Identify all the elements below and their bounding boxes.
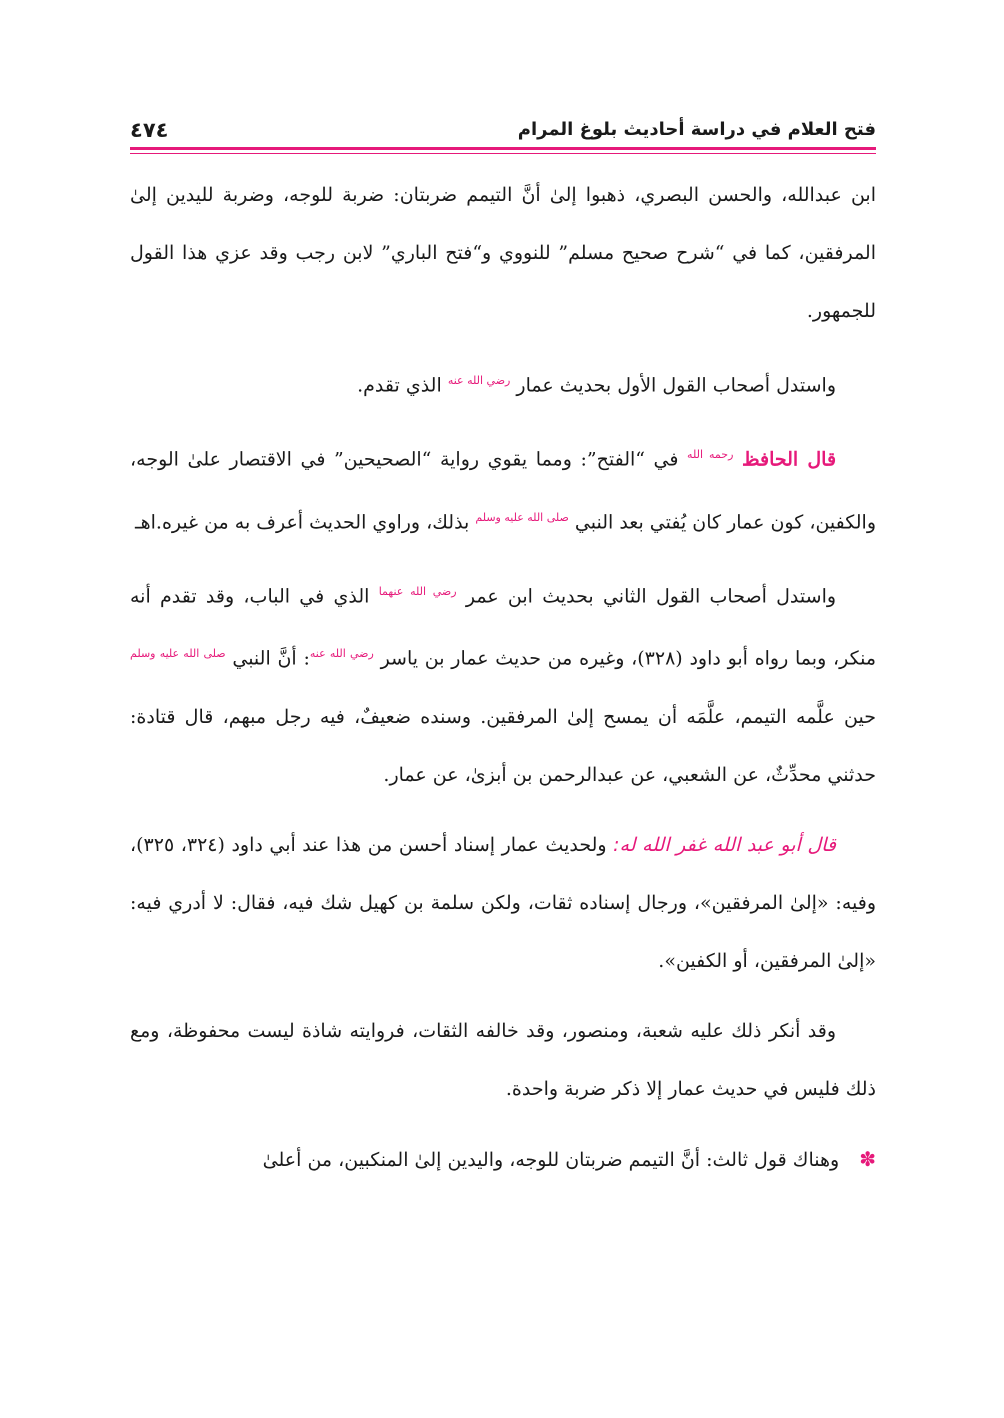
honorific-radiya-2: رضي الله عنهما: [378, 584, 457, 598]
flower-bullet-icon: ✽: [859, 1146, 876, 1171]
paragraph-3-lead: قال الحافظ: [741, 448, 837, 471]
honorific-radiya-3: رضي الله عنه: [309, 647, 374, 661]
paragraph-2-text-b: الذي تقدم.: [357, 374, 442, 397]
honorific-rahimahu: رحمه الله: [687, 448, 734, 462]
honorific-radiya-1: رضي الله عنه: [447, 374, 511, 387]
paragraph-7: [130, 1130, 876, 1189]
paragraph-1: ابن عبدالله، والحسن البصري، ذهبوا إلىٰ أنَّ التيمم ضربتان: ضربة للوجه، وضربة لليدين إلىٰ المرفقين، كما في “شرح صحيح مسلم” للنووي و“فتح الباري” لابن رجب وقد عزي هذا القول للجمهور.: [130, 184, 876, 322]
paragraph-2-text-a: واستدل أصحاب القول الأول بحديث عمار: [516, 374, 836, 397]
paragraph-3-text-b: بذلك، وراوي الحديث أعرف به من غيره.اهـ: [135, 510, 470, 533]
paragraph-5: [130, 816, 876, 990]
paragraph-6: وقد أنكر ذلك عليه شعبة، ومنصور، وقد خالفه الثقات، فروايته شاذة ليست محفوظة، ومع ذلك فليس في حديث عمار إلا ذكر ضربة واحدة.: [130, 1019, 876, 1100]
paragraph-3: [130, 426, 876, 551]
paragraph-4-text-a: واستدل أصحاب القول الثاني بحديث ابن عمر: [465, 585, 837, 608]
page-number: ٤٧٤: [130, 118, 169, 142]
running-title: فتح العلام في دراسة أحاديث بلوغ المرام: [517, 119, 876, 140]
honorific-salla-1: صلى الله عليه وسلم: [475, 510, 569, 524]
paragraph-5-text: ولحديث عمار إسناد أحسن من هذا عند أبي داود (٣٢٤، ٣٢٥)، وفيه: «إلىٰ المرفقين»، ورجال إسناده ثقات، ولكن سلمة بن كهيل شك فيه، فقال: لا أدري فيه: «إلىٰ المرفقين، أو الكفين».: [130, 833, 876, 972]
paragraph-4-text-c: : أنَّ النبي: [232, 647, 310, 670]
paragraph-4-text-b: الذي في الباب، وقد تقدم أنه منكر، وبما رواه أبو داود (٣٢٨)، وغيره من حديث عمار بن ياسر: [130, 585, 877, 670]
paragraph-7-text: وهناك قول ثالث: أنَّ التيمم ضربتان للوجه، واليدين إلىٰ المنكبين، من أعلىٰ: [262, 1148, 840, 1171]
running-header: [130, 112, 876, 146]
paragraph-4: [130, 563, 876, 804]
honorific-salla-2: صلى الله عليه وسلم: [130, 647, 226, 661]
header-rule-thick: [130, 147, 876, 150]
paragraph-4-text-d: حين علَّمه التيمم، علَّمَه أن يمسح إلىٰ المرفقين. وسنده ضعيفٌ، فيه رجل مبهم، قال قتادة: حدثني محدِّثٌ، عن الشعبي، عن عبدالرحمن بن أبزىٰ، عن عمار.: [130, 705, 876, 786]
author-signature: قال أبو عبد الله غفر الله له:: [613, 833, 837, 856]
paragraph-2: [130, 352, 876, 414]
paragraph-3-text-a: في “الفتح”: ومما يقوي رواية “الصحيحين” في الاقتصار علىٰ الوجه، والكفين، كون عمار كان يُفتي بعد النبي: [130, 448, 876, 533]
book-page: [130, 0, 876, 1418]
header-rule-thin: [130, 153, 876, 154]
body-text: [130, 166, 876, 1189]
